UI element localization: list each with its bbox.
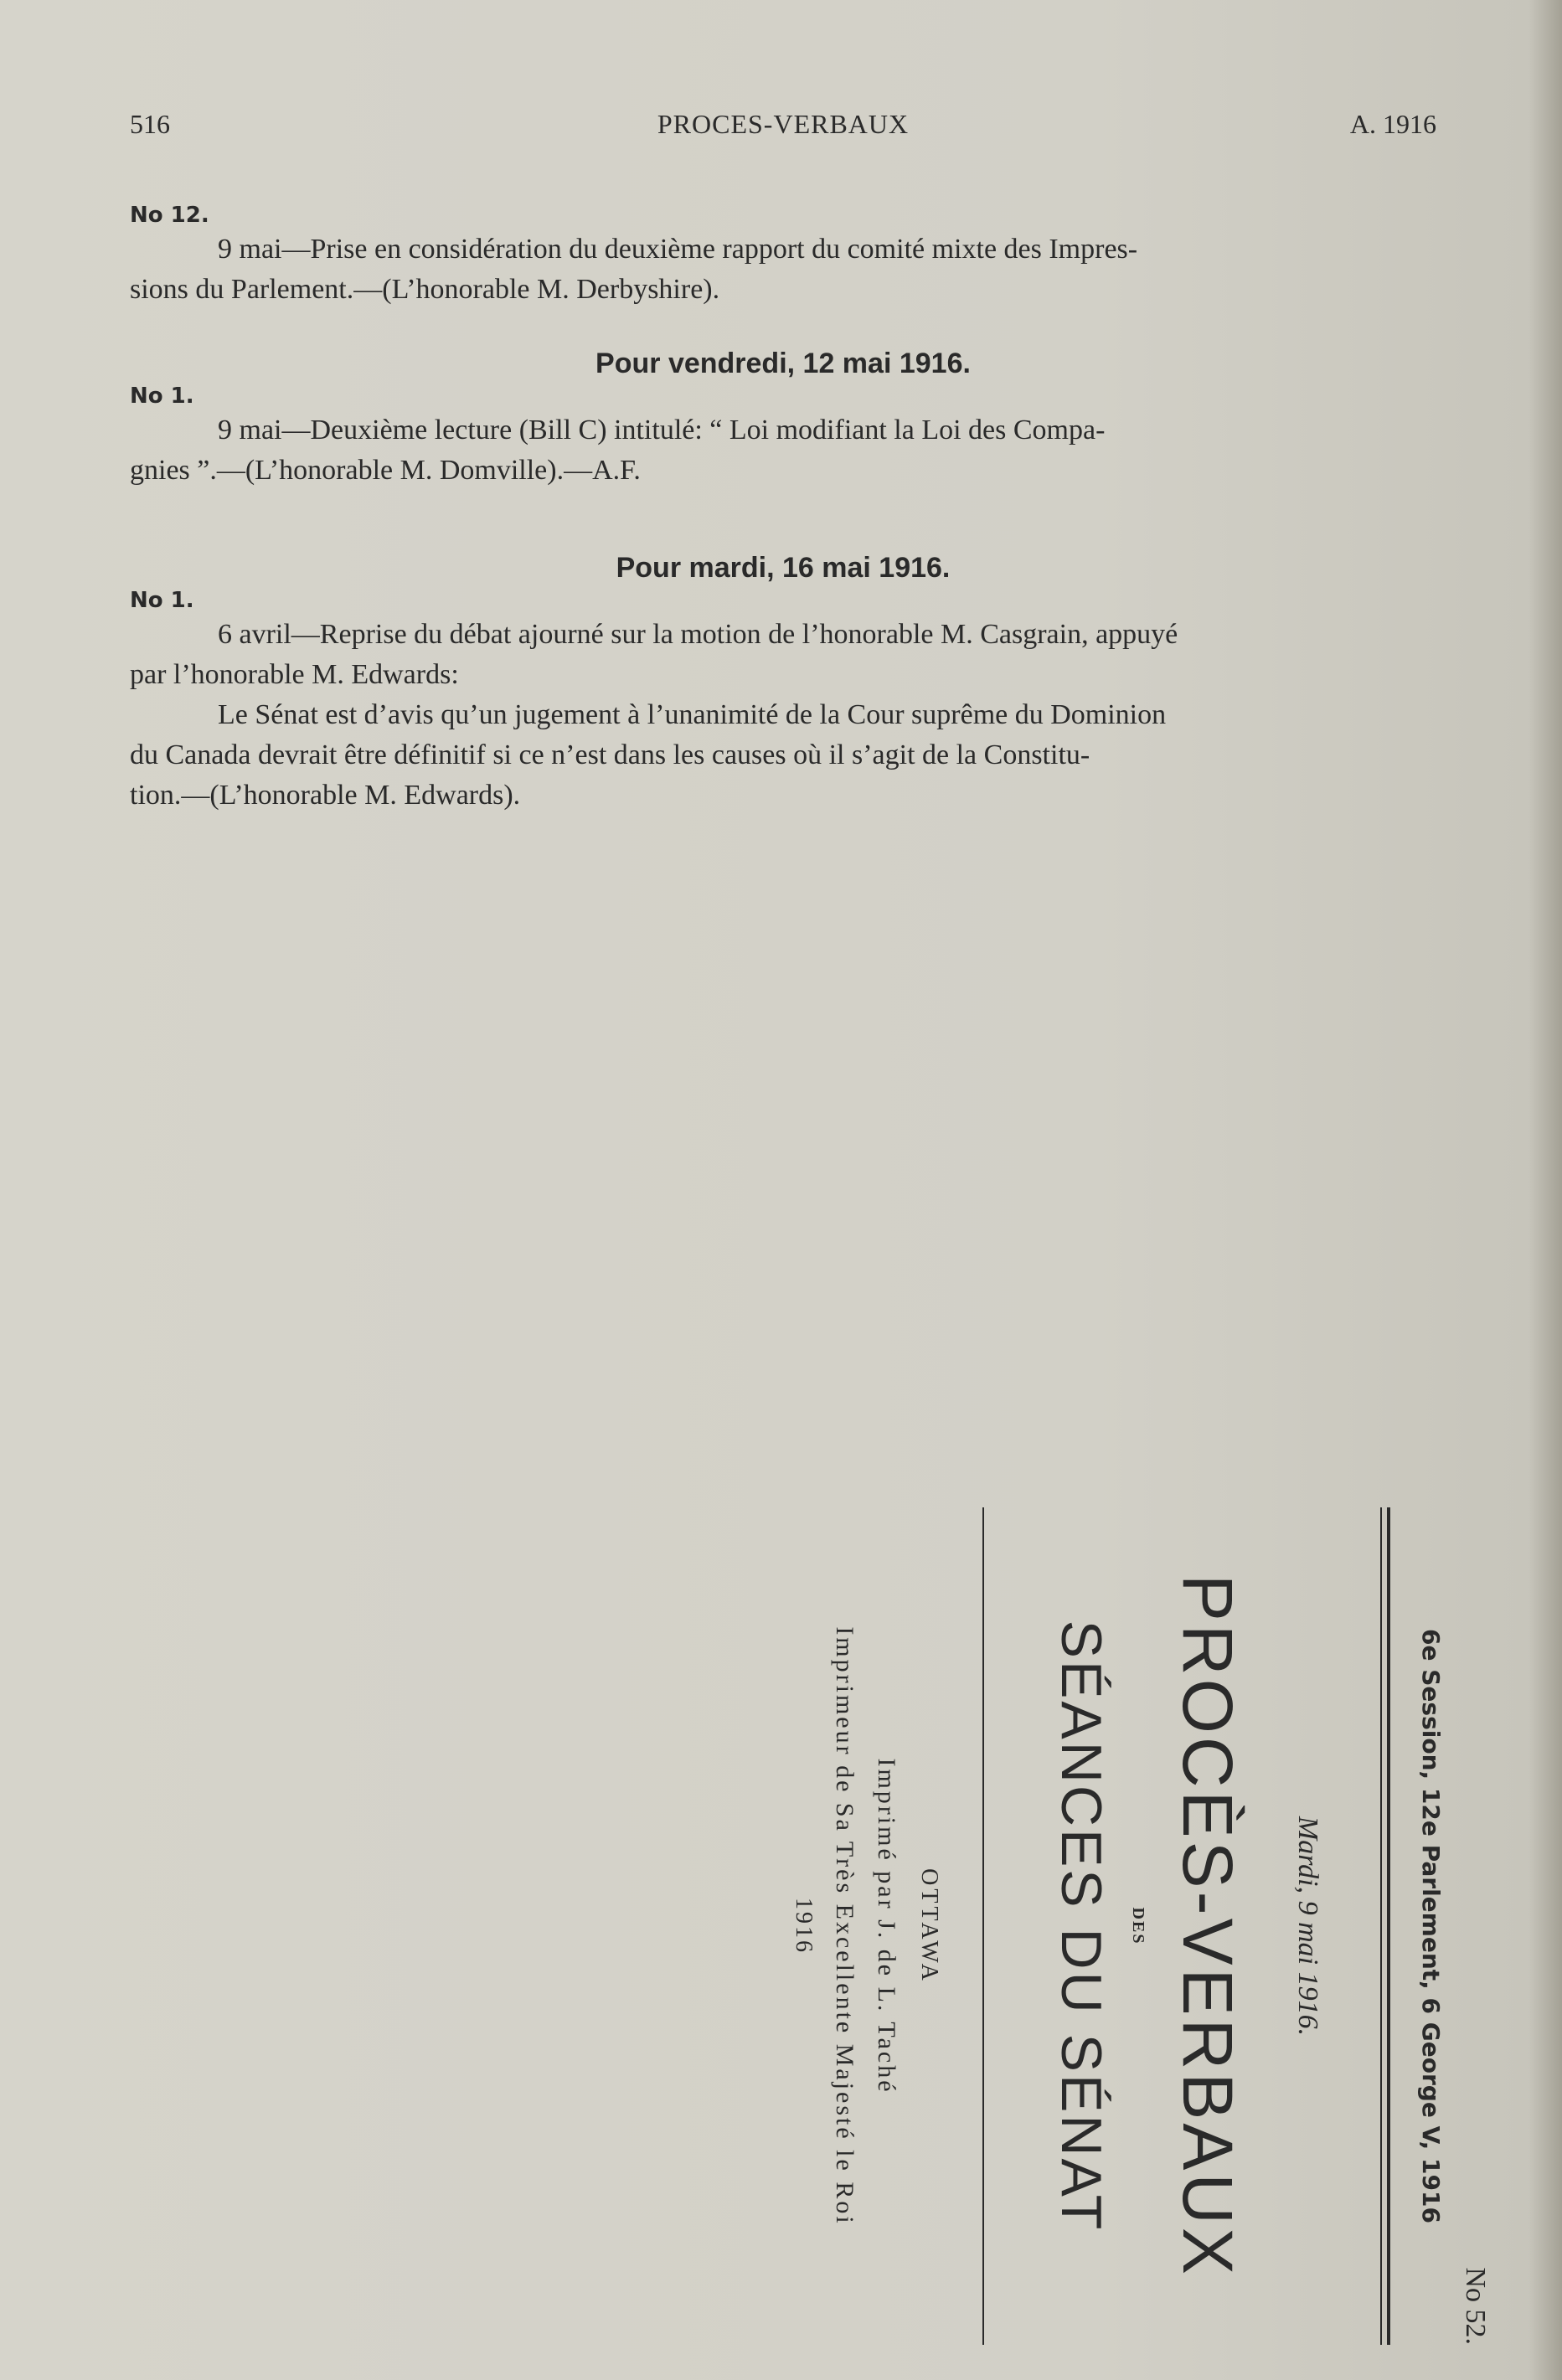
session-line: 6e Session, 12e Parlement, 6 George V, 1916 xyxy=(1417,1629,1445,2223)
entry-number: No 1. xyxy=(130,588,194,613)
imprint-city: OTTAWA xyxy=(916,1868,942,1984)
entry-number: No 1. xyxy=(130,384,194,409)
section-heading: Pour mardi, 16 mai 1916. xyxy=(616,552,951,584)
cover-rule xyxy=(982,1507,984,2345)
motion-quote-end: tion.—(L’honorable M. Edwards). xyxy=(130,780,521,811)
double-rule-bottom xyxy=(1380,1507,1382,2345)
entry-number: No 12. xyxy=(130,203,209,228)
motion-quote-cont: du Canada devrait être définitif si ce n’est dans les causes où il s’agit de la Constitu- xyxy=(130,739,1090,770)
issue-date: Mardi, 9 mai 1916. xyxy=(1292,1816,1323,2037)
double-rule-top xyxy=(1387,1507,1390,2345)
imprint-printer: Imprimé par J. de L. Taché xyxy=(873,1758,900,2094)
entry-text-cont: gnies ”.—(L’honorable M. Domville).—A.F. xyxy=(130,455,641,486)
entry-text: 6 avril—Reprise du débat ajourné sur la motion de l’honorable M. Casgrain, appuyé xyxy=(218,619,1178,650)
book-spine-shadow xyxy=(1528,0,1562,2380)
cover-subtitle: SÉANCES DU SÉNAT xyxy=(1049,1620,1113,2233)
rotated-title-block xyxy=(159,1507,1499,2345)
entry-text-cont: par l’honorable M. Edwards: xyxy=(130,659,459,690)
page-number: 516 xyxy=(130,109,170,139)
page-body xyxy=(130,201,1436,816)
cover-title: PROCÈS-VERBAUX xyxy=(1168,1574,1247,2279)
entry-text-cont: sions du Parlement.—(L’honorable M. Derbyshire). xyxy=(130,274,720,305)
section-heading: Pour vendredi, 12 mai 1916. xyxy=(595,348,971,379)
entry-text: 9 mai—Prise en considération du deuxième rapport du comité mixte des Impres- xyxy=(218,234,1138,265)
imprint-year: 1916 xyxy=(791,1898,817,1955)
page-header xyxy=(130,109,1436,151)
motion-quote: Le Sénat est d’avis qu’un jugement à l’unanimité de la Cour suprême du Dominion xyxy=(218,699,1167,730)
header-year: A. 1916 xyxy=(1349,109,1436,139)
running-title: PROCES-VERBAUX xyxy=(657,109,910,139)
issue-number: No 52. xyxy=(1460,2267,1491,2345)
cover-des: DES xyxy=(1129,1907,1147,1945)
entry-text: 9 mai—Deuxième lecture (Bill C) intitulé: “ Loi modifiant la Loi des Compa- xyxy=(218,415,1106,446)
imprint-title: Imprimeur de Sa Très Excellente Majesté le Roi xyxy=(831,1626,858,2226)
